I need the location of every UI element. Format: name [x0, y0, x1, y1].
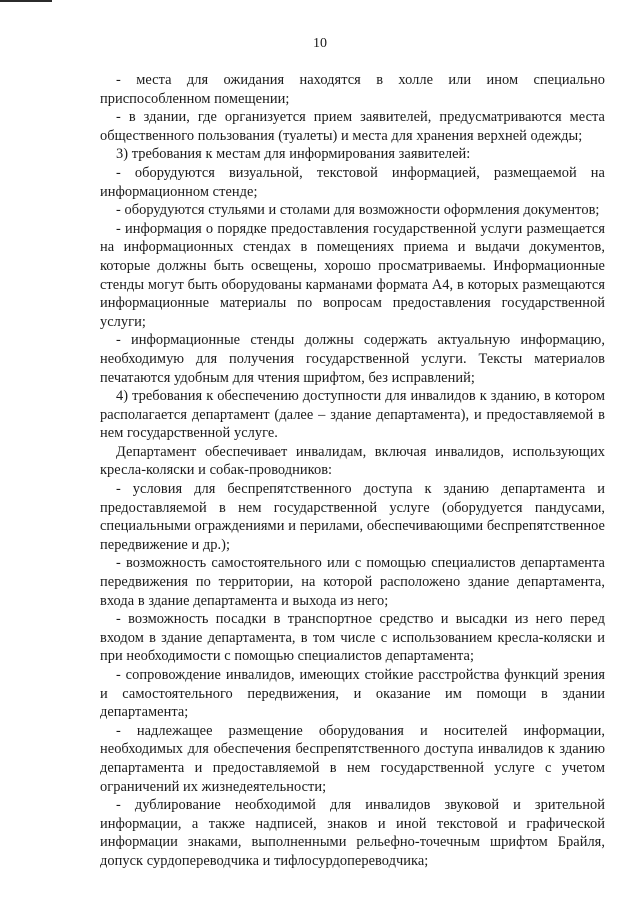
- page-number: 10: [313, 36, 327, 51]
- paragraph: - дублирование необходимой для инвалидов звуковой и зрительной информации, а также надписей, знаков и иной текстовой и графической информации знаками, выполненными рельефно-точечным шрифтом Брайля, допуск сурдопереводчика и тифлосурдопереводчика;: [100, 797, 605, 869]
- paragraph: Департамент обеспечивает инвалидам, включая инвалидов, использующих кресла-коляски и собак-проводников:: [100, 443, 605, 479]
- paragraph: - места для ожидания находятся в холле или ином специально приспособленном помещении;: [100, 72, 605, 107]
- paragraph: - условия для беспрепятственного доступа к зданию департамента и предоставляемой в нем государственной услуге (оборудуется пандусами, специальными ограждениями и перилами, обеспечивающими беспрепятственное передвижение и др.);: [100, 481, 605, 553]
- paragraph: - надлежащее размещение оборудования и носителей информации, необходимых для обеспечения беспрепятственного доступа инвалидов к зданию департамента и предоставляемой в нем государственной услуге с учетом ограничений их жизнедеятельности;: [100, 722, 605, 795]
- document-body: [100, 71, 605, 871]
- paragraph: - информационные стенды должны содержать актуальную информацию, необходимую для получения государственной услуги. Тексты материалов печатаются удобным для чтения шрифтом, без исправлений;: [100, 332, 605, 386]
- paragraph: - оборудуются стульями и столами для возможности оформления документов;: [116, 202, 600, 219]
- paragraph: 3) требования к местам для информирования заявителей:: [116, 146, 471, 163]
- paragraph: - в здании, где организуется прием заявителей, предусматриваются места общественного пользования (туалеты) и места для хранения верхней одежды;: [100, 109, 605, 144]
- paragraph: - оборудуются визуальной, текстовой информацией, размещаемой на информационном стенде;: [100, 164, 605, 200]
- paragraph: - возможность посадки в транспортное средство и высадки из него перед входом в здание департамента, в том числе с использованием кресла-коляски и при необходимости с помощью специалистов департамента;: [100, 611, 605, 665]
- paragraph: 4) требования к обеспечению доступности для инвалидов к зданию, в котором располагается департамент (далее – здание департамента), и предоставляемой в нем государственной услуге.: [100, 388, 605, 442]
- scan-edge-mark: [0, 0, 52, 2]
- paragraph: - сопровождение инвалидов, имеющих стойкие расстройства функций зрения и самостоятельного передвижения, и оказание им помощи в здании департамента;: [100, 667, 605, 721]
- paragraph: - информация о порядке предоставления государственной услуги размещается на информационных стендах в помещениях приема и выдачи документов, которые должны быть освещены, хорошо просматриваемы. Информационные стенды могут быть оборудованы карманами формата А4, в которых размещаются информационные материалы по вопросам предоставления государственной услуги;: [100, 220, 605, 330]
- paragraph: - возможность самостоятельного или с помощью специалистов департамента передвижения по территории, на которой расположено здание департамента, входа в здание департамента и выхода из него;: [100, 555, 605, 609]
